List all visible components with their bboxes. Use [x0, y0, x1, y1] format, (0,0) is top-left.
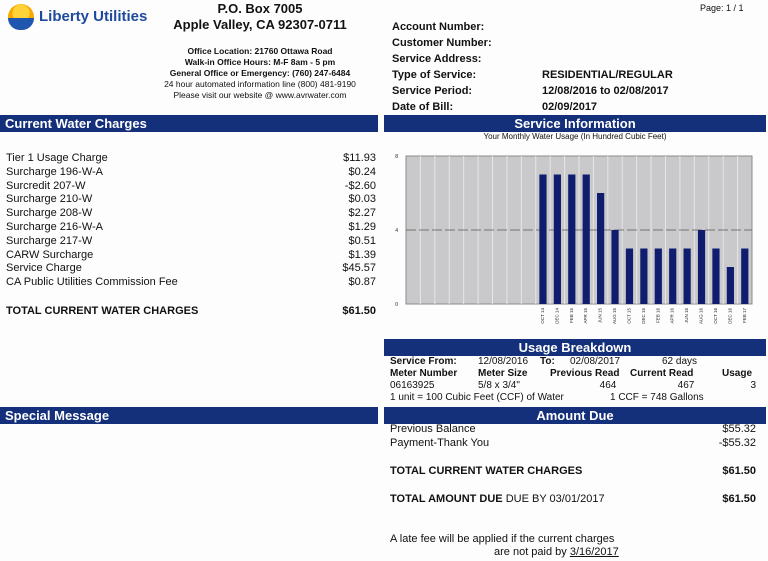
charge-label: Surcredit 207-W [6, 179, 86, 192]
meter-size-label: Meter Size [478, 368, 528, 379]
charge-amount: -$2.60 [344, 179, 376, 192]
chart-bar [741, 249, 748, 305]
payment-label: Payment-Thank You [390, 437, 490, 449]
charge-row [6, 193, 376, 207]
unit-note: 1 unit = 100 Cubic Feet (CCF) of Water [390, 392, 564, 403]
meter-values-row [390, 380, 760, 392]
amount-due-header: Amount Due [384, 407, 766, 424]
account-number-row [392, 19, 673, 35]
service-period-value: 12/08/2016 to 02/08/2017 [542, 85, 669, 97]
charge-amount: $2.27 [348, 207, 376, 220]
total-current-charges [6, 305, 376, 317]
chart-bar [684, 249, 691, 305]
current-read-label: Current Read [630, 368, 694, 379]
total-amount-due-row [390, 493, 756, 505]
charge-amount: $1.39 [348, 248, 376, 261]
charges-list [6, 152, 376, 290]
customer-number-row [392, 35, 673, 51]
po-box: P.O. Box 7005 [217, 1, 303, 16]
customer-number-label: Customer Number: [392, 37, 492, 49]
bill-date-value: 02/09/2017 [542, 101, 598, 113]
x-tick-label: AUG 15 [612, 308, 618, 325]
chart-bar [626, 249, 633, 305]
usage-chart [384, 140, 766, 340]
charge-label: Surcharge 208-W [6, 207, 93, 220]
service-from-value: 12/08/2016 [478, 356, 529, 367]
x-tick-label: DEC 14 [554, 308, 560, 324]
x-tick-label: JUN 15 [597, 308, 603, 324]
charge-row [6, 262, 376, 276]
charge-label: CARW Surcharge [6, 248, 94, 261]
service-info-header: Service Information [384, 115, 766, 132]
total-amount-due-label: TOTAL AMOUNT DUE [390, 493, 503, 505]
x-tick-label: OCT 16 [712, 308, 718, 324]
service-from-label: Service From: [390, 356, 457, 367]
wave-logo-icon [8, 18, 34, 30]
service-type-row [392, 67, 673, 83]
charge-row [6, 207, 376, 221]
charge-row [6, 221, 376, 235]
x-tick-label: APR 15 [583, 308, 589, 324]
x-tick-label: FEB 16 [655, 308, 661, 324]
chart-bar [539, 175, 546, 305]
chart-bar [727, 267, 734, 304]
charge-amount: $0.03 [348, 193, 376, 206]
service-period-row [392, 83, 673, 99]
y-tick-label: 0 [395, 302, 398, 308]
charge-amount: $0.24 [348, 165, 376, 178]
total-current-due-row [390, 465, 756, 477]
total-current-label: TOTAL CURRENT WATER CHARGES [6, 305, 199, 317]
service-dates-row [390, 356, 760, 368]
usage-value: 3 [750, 380, 756, 391]
chart-bar [655, 249, 662, 305]
x-tick-label: APR 16 [669, 308, 675, 324]
late-fee-line1: A late fee will be applied if the current charges [390, 533, 615, 545]
service-to-label: To: [540, 356, 555, 367]
automated-line: 24 hour automated information line (800) 481-9190 [164, 79, 356, 89]
bill-date-label: Date of Bill: [392, 101, 454, 113]
unit-note-row [390, 392, 760, 404]
chart-bar [568, 175, 575, 305]
payment-value: -$55.32 [718, 437, 756, 449]
charge-row [6, 249, 376, 263]
meter-header-row [390, 368, 760, 380]
ccf-note: 1 CCF = 748 Gallons [610, 392, 704, 403]
page-value: 1 / 1 [726, 3, 744, 13]
x-tick-label: OCT 15 [626, 308, 632, 324]
chart-bar [583, 175, 590, 305]
total-current-value: $61.50 [342, 305, 376, 317]
charge-label: Surcharge 210-W [6, 193, 93, 206]
charge-row [6, 276, 376, 290]
charge-row [6, 235, 376, 249]
service-period-label: Service Period: [392, 85, 473, 97]
charge-amount: $0.87 [348, 276, 376, 289]
account-info [392, 19, 673, 115]
x-tick-label: DEC 15 [640, 308, 646, 324]
late-fee-line2 [390, 546, 670, 559]
late-fee-notice [390, 533, 670, 559]
charge-amount: $1.29 [348, 220, 376, 233]
total-current-due-label: TOTAL CURRENT WATER CHARGES [390, 465, 583, 477]
meter-number-value: 06163925 [390, 380, 435, 391]
current-read-value: 467 [677, 380, 695, 391]
charge-amount: $11.93 [343, 152, 376, 164]
meter-size-value: 5/8 x 3/4" [478, 380, 520, 391]
previous-read-label: Previous Read [550, 368, 620, 379]
charge-amount: $45.57 [342, 262, 376, 275]
emergency-phone: General Office or Emergency: (760) 247-6484 [169, 68, 351, 78]
office-location: Office Location: 21760 Ottawa Road [187, 46, 333, 56]
usage-breakdown [390, 356, 760, 404]
previous-balance-row [390, 423, 756, 435]
charge-row [6, 180, 376, 194]
charge-label: Tier 1 Usage Charge [6, 152, 108, 164]
previous-balance-label: Previous Balance [390, 423, 476, 435]
page-number [700, 3, 744, 13]
y-tick-label: 4 [395, 228, 398, 234]
charge-row [6, 152, 376, 166]
company-logo [8, 4, 158, 30]
website-line: Please visit our website @ www.avrwater.com [173, 90, 347, 100]
chart-title: Your Monthly Water Usage (In Hundred Cubic Feet) [483, 132, 667, 141]
usage-breakdown-header: Usage Breakdown [384, 339, 766, 356]
meter-number-label: Meter Number [390, 368, 458, 379]
service-address-label: Service Address: [392, 53, 482, 65]
chart-bar [712, 249, 719, 305]
x-tick-label: JUN 16 [684, 308, 690, 324]
city-line: Apple Valley, CA 92307-0711 [173, 17, 347, 32]
total-current-due-value: $61.50 [722, 465, 756, 477]
x-tick-label: DEC 16 [727, 308, 733, 324]
x-tick-label: OCT 14 [539, 308, 545, 324]
chart-bar [554, 175, 561, 305]
due-by-date: DUE BY 03/01/2017 [505, 493, 605, 505]
payment-row [390, 437, 756, 449]
previous-read-value: 464 [599, 380, 617, 391]
brand-name: Liberty Utilities [39, 8, 148, 25]
walkin-hours: Walk-in Office Hours: M-F 8am - 5 pm [184, 57, 336, 67]
company-address [160, 1, 360, 33]
charge-label: Surcharge 216-W-A [6, 220, 104, 233]
x-tick-label: FEB 17 [741, 308, 747, 324]
previous-balance-value: $55.32 [722, 423, 756, 435]
account-number-label: Account Number: [392, 21, 485, 33]
charge-amount: $0.51 [348, 234, 376, 247]
charge-label: Surcharge 196-W-A [6, 165, 104, 178]
x-tick-label: AUG 16 [698, 308, 704, 325]
usage-label: Usage [722, 368, 753, 379]
service-to-value: 02/08/2017 [570, 356, 621, 367]
chart-bar [640, 249, 647, 305]
special-message-header: Special Message [0, 407, 378, 424]
chart-bar [669, 249, 676, 305]
late-fee-text: are not paid by [494, 546, 567, 558]
y-tick-label: 8 [395, 154, 398, 160]
service-address-row [392, 51, 673, 67]
service-type-value: RESIDENTIAL/REGULAR [542, 69, 673, 81]
chart-bar [597, 193, 604, 304]
bill-date-row [392, 99, 673, 115]
charge-row [6, 166, 376, 180]
current-charges-header: Current Water Charges [0, 115, 378, 132]
charge-label: Surcharge 217-W [6, 234, 93, 247]
charge-label: Service Charge [6, 262, 82, 275]
x-tick-label: FEB 15 [568, 308, 574, 324]
chart-bar [611, 230, 618, 304]
page-label: Page: [700, 3, 724, 13]
office-info [120, 46, 400, 101]
total-amount-due-value: $61.50 [722, 493, 756, 505]
service-days: 62 days [662, 356, 698, 367]
late-fee-date: 3/16/2017 [569, 546, 619, 558]
chart-bar [698, 230, 705, 304]
service-type-label: Type of Service: [392, 69, 477, 81]
charge-label: CA Public Utilities Commission Fee [6, 276, 178, 289]
